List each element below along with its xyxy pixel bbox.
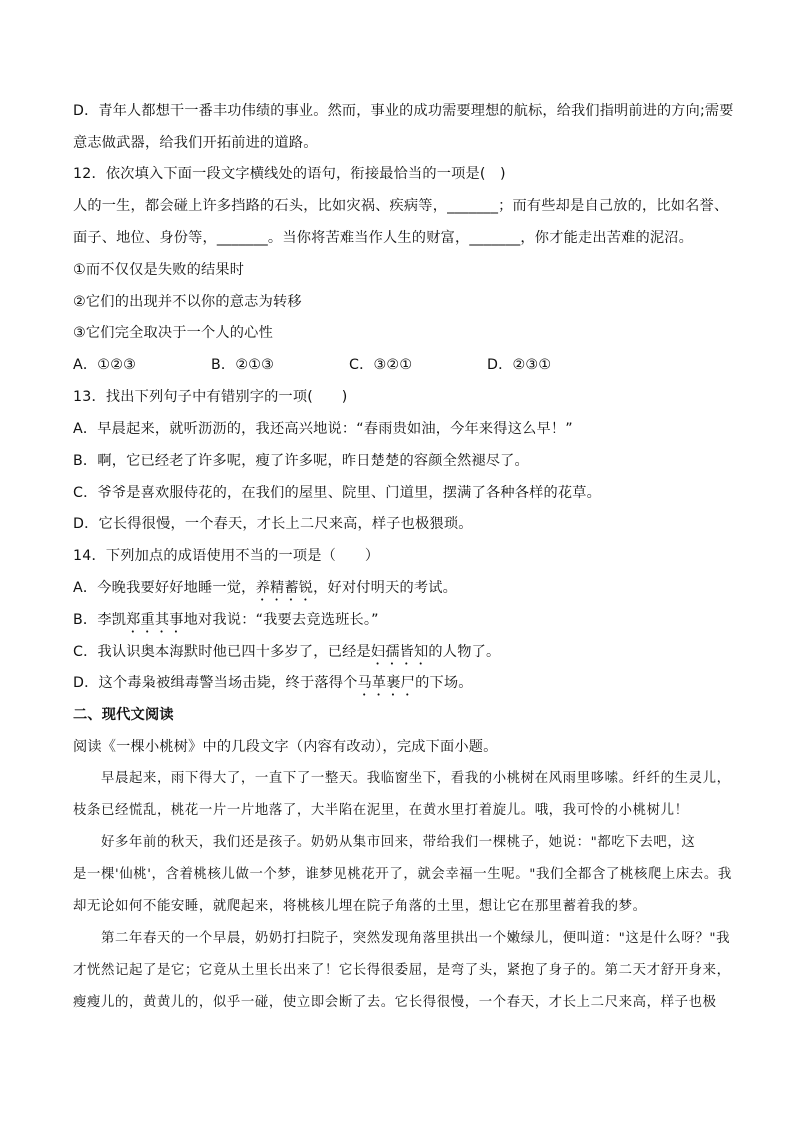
passage-p2-line1: 好多年前的秋天，我们还是孩子。奶奶从集市回来，带给我们一棵桃子，她说："都吃下去吧，这 <box>73 835 696 850</box>
passage-p3-line2: 才恍然记起了是它；它竟从土里长出来了！它长得很委屈，是弯了头，紧抱了身子的。第二天才舒开身来， <box>73 963 731 978</box>
q13-option-c: C．爷爷是喜欢服侍花的，在我们的屋里、院里、门道里，摆满了各种各样的花草。 <box>73 485 602 501</box>
passage-p1-line2: 枝条已经慌乱，桃花一片一片地落了，大半陷在泥里，在黄水里打着旋儿。哦，我可怜的小桃树儿！ <box>73 803 689 818</box>
q13-option-d: D．它长得很慢，一个春天，才长上二尺来高，样子也极猥琐。 <box>73 516 473 532</box>
q11-option-d-line2: 意志做武器，给我们开拓前进的道路。 <box>73 135 318 151</box>
section-heading: 二、现代文阅读 <box>73 707 174 723</box>
q12-options <box>73 355 551 375</box>
q14-option-c: C．我认识奥本海默时他已四十多岁了，已经是妇孺皆知的人物了。 <box>73 644 501 660</box>
q12-stem: 12．依次填入下面一段文字横线处的语句，衔接最恰当的一项是( ) <box>73 166 506 182</box>
passage-p3-line3: 瘦瘦儿的，黄黄儿的，似乎一碰，使立即会断了去。它长得很慢，一个春天，才长上二尺来高，样子也极 <box>73 995 717 1010</box>
q12-item-3: ③它们完全取决于一个人的心性 <box>73 325 273 341</box>
passage-p3-line1: 第二年春天的一个早晨，奶奶打扫院子，突然发现角落里拱出一个嫩绿儿，便叫道："这是什么呀？"我 <box>73 931 731 946</box>
q12-option-a: A．①②③ <box>73 357 137 373</box>
passage-p2-line3: 却无论如何不能安睡，就爬起来，将桃核儿埋在院子角落的土里，想让它在那里蓄着我的梦。 <box>73 899 647 914</box>
q13-option-a: A．早晨起来，就听沥沥的，我还高兴地说：“春雨贵如油，今年来得这么早！” <box>73 421 573 437</box>
q12-option-b: B．②①③ <box>211 357 275 373</box>
q12-item-2: ②它们的出现并不以你的意志为转移 <box>73 294 302 310</box>
q12-text-line1: 人的一生，都会碰上许多挡路的石头，比如灾祸、疾病等，_______；而有些却是自己放的，比如名誉、 <box>73 198 729 214</box>
section-intro: 阅读《一棵小桃树》中的几段文字（内容有改动），完成下面小题。 <box>73 739 498 755</box>
emphasized-idiom: 郑重其事 <box>126 612 184 628</box>
emphasized-idiom: 养精蓄锐 <box>255 580 314 596</box>
q12-item-1: ①而不仅仅是失败的结果时 <box>73 262 245 278</box>
q14-option-b: B．李凯郑重其事地对我说：“我要去竞选班长。” <box>73 612 379 628</box>
q14-stem: 14．下列加点的成语使用不当的一项是（ ） <box>73 548 380 564</box>
q13-option-b: B．啊，它已经老了许多呢，瘦了许多呢，昨日楚楚的容颜全然褪尽了。 <box>73 453 529 469</box>
q12-option-d: D．②③① <box>487 357 552 373</box>
q14-option-a: A．今晚我要好好地睡一觉，养精蓄锐，好对付明天的考试。 <box>73 580 458 596</box>
passage-p2-line2: 是一棵'仙桃'，含着桃核儿做一个梦，谁梦见桃花开了，就会幸福一生呢。"我们全都含了桃核爬上床去。我 <box>73 867 732 882</box>
emphasized-idiom: 妇孺皆知 <box>370 644 429 660</box>
q11-option-d-line1: D．青年人都想干一番丰功伟绩的事业。然而，事业的成功需要理想的航标，给我们指明前进的方向;需要 <box>73 103 734 119</box>
passage-p1-line1: 早晨起来，雨下得大了，一直下了一整天。我临窗坐下，看我的小桃树在风雨里哆嗦。纤纤的生灵儿， <box>73 771 731 786</box>
q13-stem: 13．找出下列句子中有错别字的一项( ) <box>73 389 348 405</box>
emphasized-idiom: 马革裹尸 <box>357 675 416 691</box>
q14-option-d: D．这个毒枭被缉毒警当场击毙，终于落得个马革裹尸的下场。 <box>73 675 473 691</box>
q12-text-line2: 面子、地位、身份等，_______。当你将苦难当作人生的财富，_______，你才能走出苦难的泥沼。 <box>73 230 694 246</box>
q12-option-c: C．③②① <box>349 357 413 373</box>
